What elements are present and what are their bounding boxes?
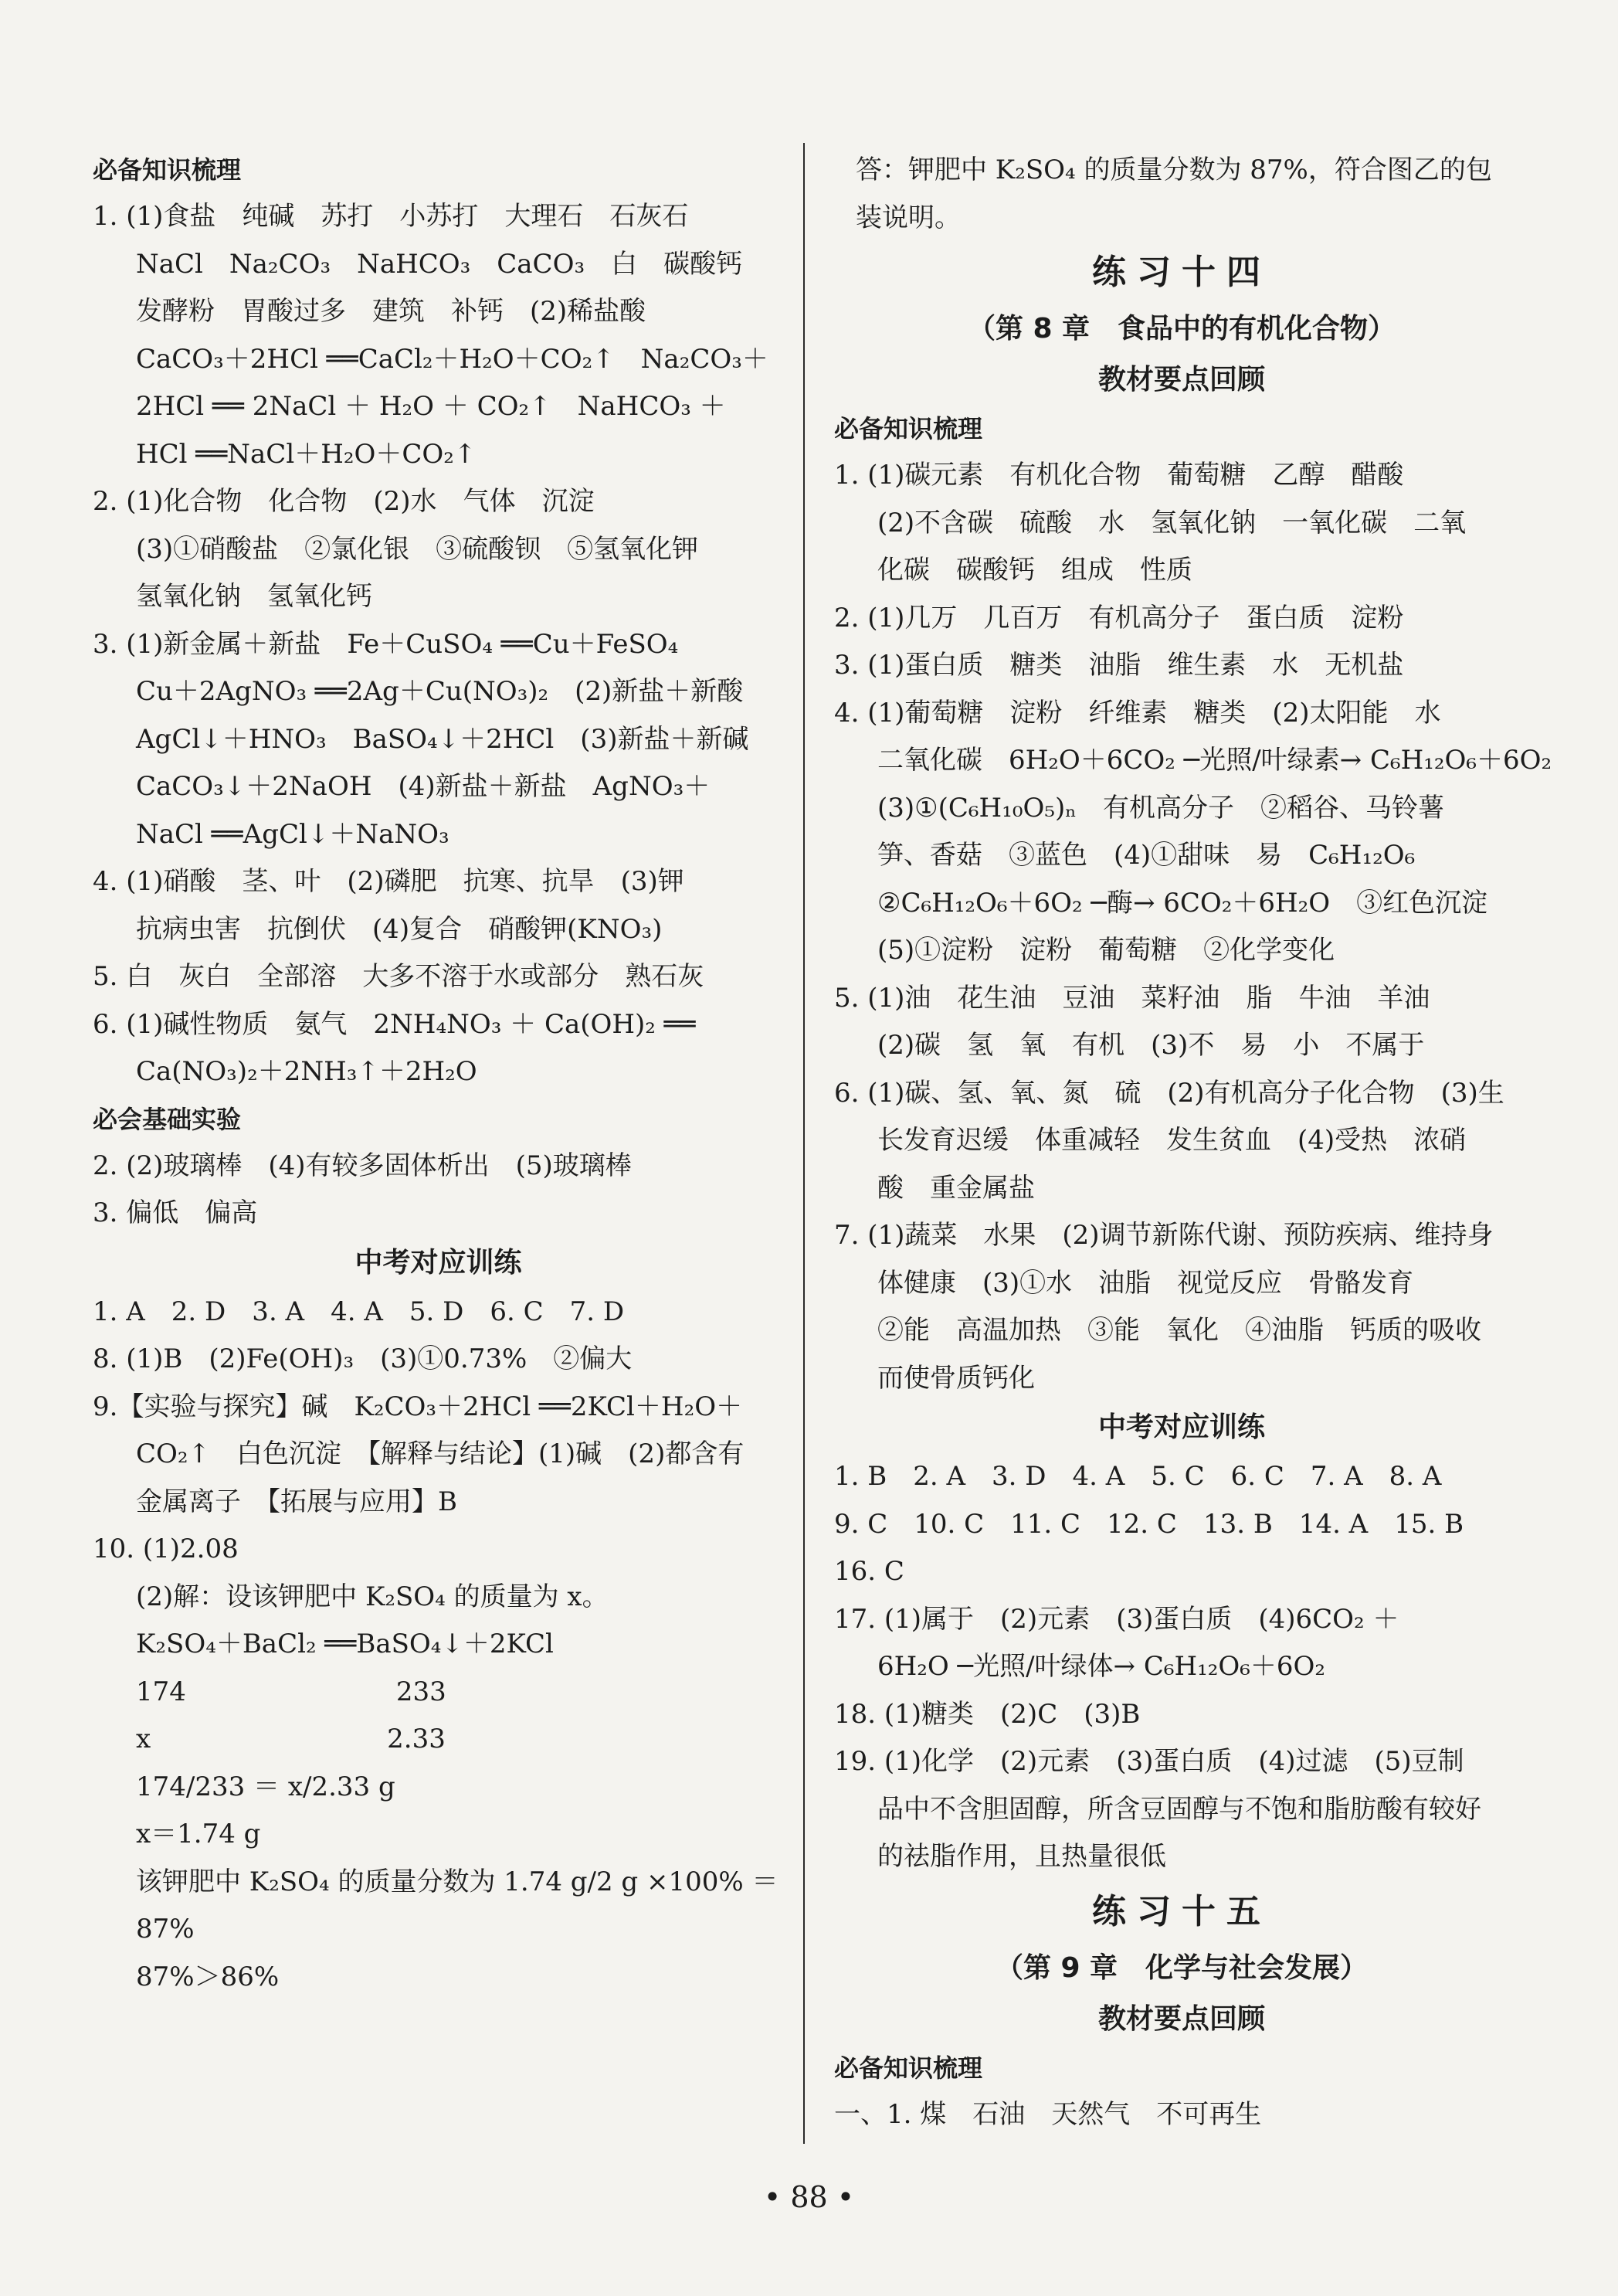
text-line: 5. 白 灰白 全部溶 大多不溶于水或部分 熟石灰 bbox=[93, 961, 704, 992]
text-line: 长发育迟缓 体重减轻 发生贫血 (4)受热 浓硝 bbox=[877, 1125, 1467, 1156]
text-line: 金属离子 【拓展与应用】B bbox=[136, 1486, 457, 1517]
text-line: 9. C 10. C 11. C 12. C 13. B 14. A 15. B bbox=[834, 1508, 1464, 1540]
text-line: 的祛脂作用，且热量很低 bbox=[877, 1841, 1166, 1872]
text-line: 该钾肥中 K₂SO₄ 的质量分数为 1.74 g/2 g ×100% ＝ bbox=[136, 1866, 778, 1897]
text-line: 4. (1)硝酸 茎、叶 (2)磷肥 抗寒、抗旱 (3)钾 bbox=[93, 866, 684, 897]
text-line: Ca(NO₃)₂＋2NH₃↑＋2H₂O bbox=[136, 1056, 477, 1087]
text-line: 10. (1)2.08 bbox=[93, 1533, 239, 1564]
text-line: 174/233 ＝ x/2.33 g bbox=[136, 1771, 395, 1802]
text-line: (2)碳 氢 氧 有机 (3)不 易 小 不属于 bbox=[877, 1030, 1425, 1061]
text-line: CaCO₃↓＋2NaOH (4)新盐＋新盐 AgNO₃＋ bbox=[136, 771, 711, 802]
section-heading: 中考对应训练 bbox=[354, 1246, 522, 1279]
text-line: 18. (1)糖类 (2)C (3)B bbox=[834, 1698, 1141, 1730]
text-line: 发酵粉 胃酸过多 建筑 补钙 (2)稀盐酸 bbox=[136, 296, 646, 327]
section-heading: 练习十四 bbox=[1092, 253, 1271, 292]
text-line: 3. (1)蛋白质 糖类 油脂 维生素 水 无机盐 bbox=[834, 650, 1404, 681]
text-line: 一、1. 煤 石油 天然气 不可再生 bbox=[834, 2098, 1262, 2130]
section-heading: 必备知识梳理 bbox=[834, 414, 983, 443]
section-heading: 必会基础实验 bbox=[93, 1104, 242, 1134]
section-heading: 必备知识梳理 bbox=[834, 2053, 983, 2083]
text-line: 7. (1)蔬菜 水果 (2)调节新陈代谢、预防疾病、维持身 bbox=[834, 1220, 1494, 1251]
section-heading: （第 8 章 食品中的有机化合物） bbox=[967, 313, 1396, 345]
text-line: HCl ══NaCl＋H₂O＋CO₂↑ bbox=[136, 438, 477, 470]
text-line: x＝1.74 g bbox=[136, 1819, 261, 1849]
text-line: 1. B 2. A 3. D 4. A 5. C 6. C 7. A 8. A bbox=[834, 1461, 1442, 1492]
text-line: 9.【实验与探究】碱 K₂CO₃＋2HCl ══2KCl＋H₂O＋ bbox=[93, 1391, 743, 1422]
text-line: 1. A 2. D 3. A 4. A 5. D 6. C 7. D bbox=[93, 1296, 625, 1327]
left-column bbox=[93, 147, 784, 2001]
text-line: 4. (1)葡萄糖 淀粉 纤维素 糖类 (2)太阳能 水 bbox=[834, 697, 1441, 729]
text-line: (5)①淀粉 淀粉 葡萄糖 ②化学变化 bbox=[877, 935, 1335, 966]
column-divider bbox=[803, 143, 805, 2144]
page-number: • 88 • bbox=[763, 2180, 855, 2214]
text-line: 化碳 碳酸钙 组成 性质 bbox=[877, 555, 1192, 586]
text-line: 3. (1)新金属＋新盐 Fe＋CuSO₄ ══Cu＋FeSO₄ bbox=[93, 628, 679, 660]
text-line: 1. (1)碳元素 有机化合物 葡萄糖 乙醇 醋酸 bbox=[834, 460, 1404, 491]
text-line: 5. (1)油 花生油 豆油 菜籽油 脂 牛油 羊油 bbox=[834, 982, 1430, 1014]
text-line: 1. (1)食盐 纯碱 苏打 小苏打 大理石 石灰石 bbox=[93, 201, 689, 232]
text-line: 87%＞86% bbox=[136, 1961, 280, 1992]
text-line: 17. (1)属于 (2)元素 (3)蛋白质 (4)6CO₂ ＋ bbox=[834, 1603, 1399, 1635]
text-line: NaCl Na₂CO₃ NaHCO₃ CaCO₃ 白 碳酸钙 bbox=[136, 248, 743, 280]
text-line: 体健康 (3)①水 油脂 视觉反应 骨骼发育 bbox=[877, 1267, 1414, 1299]
text-line: AgCl↓＋HNO₃ BaSO₄↓＋2HCl (3)新盐＋新碱 bbox=[136, 723, 749, 755]
text-line: 酸 重金属盐 bbox=[877, 1172, 1035, 1204]
right-column bbox=[834, 147, 1552, 2138]
text-line: 品中不含胆固醇，所含豆固醇与不饱和脂肪酸有较好 bbox=[877, 1793, 1481, 1825]
text-line: (3)①(C₆H₁₀O₅)ₙ 有机高分子 ②稻谷、马铃薯 bbox=[877, 792, 1444, 824]
text-line: (2)解：设该钾肥中 K₂SO₄ 的质量为 x。 bbox=[136, 1581, 609, 1612]
text-line: 2. (2)玻璃棒 (4)有较多固体析出 (5)玻璃棒 bbox=[93, 1150, 632, 1181]
text-line: CaCO₃＋2HCl ══CaCl₂＋H₂O＋CO₂↑ Na₂CO₃＋ bbox=[136, 343, 768, 375]
section-heading: 中考对应训练 bbox=[1097, 1411, 1265, 1443]
text-line: 8. (1)B (2)Fe(OH)₃ (3)①0.73% ②偏大 bbox=[93, 1343, 633, 1374]
text-line: 174 233 bbox=[136, 1676, 446, 1707]
text-line: (3)①硝酸盐 ②氯化银 ③硫酸钡 ⑤氢氧化钾 bbox=[136, 533, 699, 565]
text-line: 2. (1)几万 几百万 有机高分子 蛋白质 淀粉 bbox=[834, 602, 1404, 633]
text-line: 2HCl ══ 2NaCl ＋ H₂O ＋ CO₂↑ NaHCO₃ ＋ bbox=[136, 391, 726, 422]
text-line: 19. (1)化学 (2)元素 (3)蛋白质 (4)过滤 (5)豆制 bbox=[834, 1746, 1464, 1777]
text-line: 抗病虫害 抗倒伏 (4)复合 硝酸钾(KNO₃) bbox=[136, 913, 663, 945]
text-line: 16. C bbox=[834, 1556, 904, 1587]
text-line: 装说明。 bbox=[856, 202, 961, 233]
text-line: 答：钾肥中 K₂SO₄ 的质量分数为 87%，符合图乙的包 bbox=[856, 155, 1492, 185]
section-heading: （第 9 章 化学与社会发展） bbox=[995, 1951, 1369, 1984]
section-heading: 练习十五 bbox=[1092, 1891, 1271, 1931]
text-line: 6. (1)碱性物质 氨气 2NH₄NO₃ ＋ Ca(OH)₂ ══ bbox=[93, 1008, 696, 1040]
text-line: ②C₆H₁₂O₆＋6O₂ ─酶→ 6CO₂＋6H₂O ③红色沉淀 bbox=[877, 887, 1488, 919]
text-line: 6H₂O ─光照/叶绿体→ C₆H₁₂O₆＋6O₂ bbox=[877, 1651, 1326, 1682]
text-line: Cu＋2AgNO₃ ══2Ag＋Cu(NO₃)₂ (2)新盐＋新酸 bbox=[136, 676, 744, 707]
text-line: 笋、香菇 ③蓝色 (4)①甜味 易 C₆H₁₂O₆ bbox=[877, 840, 1416, 871]
text-line: 氢氧化钠 氢氧化钙 bbox=[136, 581, 372, 612]
text-line: 3. 偏低 偏高 bbox=[93, 1197, 258, 1228]
text-line: K₂SO₄＋BaCl₂ ══BaSO₄↓＋2KCl bbox=[136, 1629, 554, 1659]
section-heading: 教材要点回顾 bbox=[1097, 2002, 1265, 2035]
section-heading: 必备知识梳理 bbox=[93, 155, 242, 185]
section-heading: 教材要点回顾 bbox=[1097, 364, 1265, 396]
text-line: NaCl ══AgCl↓＋NaNO₃ bbox=[136, 818, 449, 850]
text-line: 6. (1)碳、氢、氧、氮 硫 (2)有机高分子化合物 (3)生 bbox=[834, 1077, 1504, 1109]
text-line: 2. (1)化合物 化合物 (2)水 气体 沉淀 bbox=[93, 486, 595, 517]
text-line: ②能 高温加热 ③能 氧化 ④油脂 钙质的吸收 bbox=[877, 1315, 1481, 1346]
text-line: (2)不含碳 硫酸 水 氢氧化钠 一氧化碳 二氧 bbox=[877, 507, 1467, 538]
text-line: 二氧化碳 6H₂O＋6CO₂ ─光照/叶绿素→ C₆H₁₂O₆＋6O₂ bbox=[877, 745, 1552, 776]
text-line: CO₂↑ 白色沉淀 【解释与结论】(1)碱 (2)都含有 bbox=[136, 1438, 745, 1469]
text-line: 而使骨质钙化 bbox=[877, 1362, 1035, 1394]
text-line: 87% bbox=[136, 1914, 195, 1944]
text-line: x 2.33 bbox=[136, 1724, 446, 1754]
